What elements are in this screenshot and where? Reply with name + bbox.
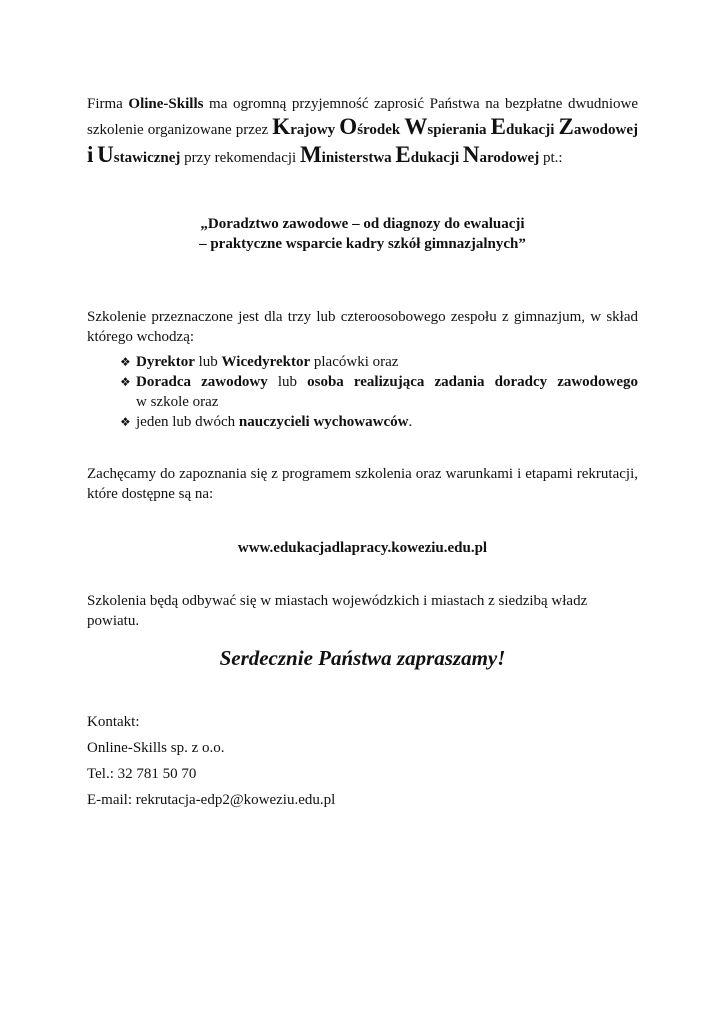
diamond-bullet-icon: ❖ [120,375,131,389]
org-word: Wspierania [404,114,487,139]
training-title-line-1: „Doradztwo zawodowe – od diagnozy do ewaluacji [200,216,525,232]
org-word: Krajowy [272,114,336,139]
intro-paragraph [87,91,638,171]
list-item: ❖ Dyrektor lub Wicedyrektor placówki oraz [120,354,399,370]
encourage-paragraph: Zachęcamy do zapoznania się z programem szkolenia oraz warunkami i etapami rekrutacji, które dostępne są na: [87,466,638,502]
org-word: Edukacji [490,114,555,139]
training-title [87,214,638,254]
training-title-line-2: – praktyczne wsparcie kadry szkół gimnazjalnych” [199,236,526,252]
list-item: ❖ jeden lub dwóch nauczycieli wychowawców. [120,414,413,430]
invitation-heading: Serdecznie Państwa zapraszamy! [219,646,506,670]
ministry-word: Edukacji [395,142,460,167]
cities-paragraph: Szkolenia będą odbywać się w miastach wojewódzkich i miastach z siedzibą władz powiatu. [87,593,588,629]
intro-line-1: Firma Oline-Skills ma ogromną przyjemność zaprosić Państwa na bezpłatne dwudniowe [87,96,638,112]
contact-section [87,709,638,813]
org-word: i [87,142,94,167]
org-word: Ustawicznej [97,142,181,167]
intro-line-3: i Ustawicznej przy rekomendacji Ministerstwa Edukacji Narodowej pt.: [87,142,563,167]
list-item: ❖ Doradca zawodowy lub osoba realizująca zadania doradcy zawodowego w szkole oraz [120,374,639,410]
intro-line-2: szkolenie organizowane przez Krajowy Ośrodek Wspierania Edukacji Zawodowej [87,114,638,139]
ministry-word: Ministerstwa [299,142,392,167]
contact-phone: Tel.: 32 781 50 70 [87,766,197,782]
website-link[interactable]: www.edukacjadlapracy.koweziu.edu.pl [237,540,488,556]
contact-label: Kontakt: [87,714,140,730]
participants-list [120,352,638,432]
company-name: Oline-Skills [128,96,204,112]
purpose-paragraph: Szkolenie przeznaczone jest dla trzy lub czteroosobowego zespołu z gimnazjum, w skład którego wchodzą: [87,309,638,345]
contact-email[interactable]: E-mail: rekrutacja-edp2@koweziu.edu.pl [87,792,336,808]
diamond-bullet-icon: ❖ [120,415,131,429]
diamond-bullet-icon: ❖ [120,355,131,369]
contact-company: Online-Skills sp. z o.o. [87,740,225,756]
ministry-word: Narodowej [462,142,540,167]
org-word: Zawodowej [558,114,638,139]
org-word: Ośrodek [339,114,401,139]
